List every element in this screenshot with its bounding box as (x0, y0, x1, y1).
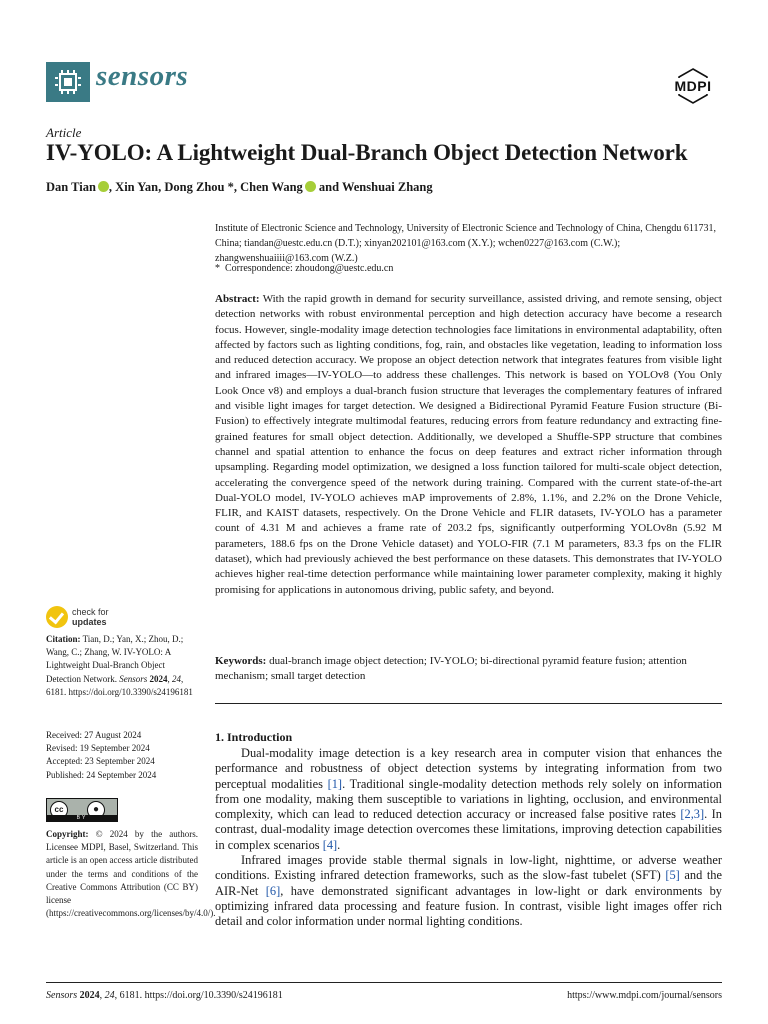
accepted-date: Accepted: 23 September 2024 (46, 756, 155, 767)
author-name[interactable]: Dong Zhou * (164, 180, 234, 194)
cc-icon: cc (50, 801, 68, 819)
person-icon: ● (87, 801, 105, 819)
abstract-text: With the rapid growth in demand for security surveillance, assisted driving, and remote sensing, object detection networks with robust environmental perception and high detection accuracy have become a research focus. However, single-modality image detection technologies face limitations in environmental adaptability, often affected by factors such as lighting conditions, fog, rain, and obstacles like vegetation, leading to information loss and reduced detection accuracy. We propose an object detection network that integrates features from visible light and infrared images—IV-YOLO—to address these challenges. This network is based on YOLOv8 (You Only Look Once v8) and employs a dual-branch fusion structure that leverages the complementary features of infrared and visible light images for target detection. We designed a Bidirectional Pyramid Feature Fusion structure (Bi-Fusion) to effectively integrate multimodal features, reducing errors from feature redundancy and extracting fine-grained features for small object detection. Additionally, we developed a Shuffle-SPP structure that combines channel and spatial attention to enhance the focus on deep features and extract richer information through upsampling. Regarding model optimization, we designed a loss function tailored for multi-scale object detection, accelerating the convergence speed of the network during training. Compared with the current state-of-the-art Dual-YOLO model, IV-YOLO achieves mAP improvements of 2.8%, 1.1%, and 2.2% on the Drone Vehicle, FLIR, and KAIST datasets, respectively. On the Drone Vehicle and FLIR datasets, IV-YOLO has a parameter count of 4.31 M and achieves a frame rate of 203.2 fps, significantly outperforming YOLOv8n (5.92 M parameters, 188.6 fps on the Drone Vehicle dataset) and YOLO-FIR (7.1 M parameters, 83.3 fps on the FLIR dataset), which had previously achieved the best performance on these datasets. This demonstrates that IV-YOLO achieves higher real-time detection performance while maintaining lower parameter complexity, making it highly promising for applications in autonomous driving, public safety, and beyond. (215, 293, 722, 596)
citation-link[interactable]: [1] (327, 776, 343, 791)
author-name[interactable]: Xin Yan (115, 180, 159, 194)
check-for-updates-button[interactable]: check for updates (46, 606, 136, 630)
journal-url-link[interactable]: https://www.mdpi.com/journal/sensors (567, 990, 722, 1001)
mdpi-logo (664, 68, 722, 104)
article-type: Article (46, 125, 82, 140)
footer-doi-link[interactable]: 6181. https://doi.org/10.3390/s24196181 (119, 990, 283, 1001)
by-label: BY (47, 815, 117, 821)
divider (215, 703, 722, 704)
journal-logo-icon (46, 62, 90, 102)
cc-by-license-icon[interactable] (46, 798, 118, 822)
affiliation: Institute of Electronic Science and Technology, University of Electronic Science and Technology of China, Chengdu 611731, China; tiandan@uestc.edu.cn (D.T.); xinyan202101@163.com (X.Y.); wchen0227@163.com (C.W.); zhangwenshuaiiii@163.com (W.Z.) (215, 223, 716, 264)
journal-name: sensors (96, 60, 189, 92)
doi-link[interactable]: 6181. https://doi.org/10.3390/s24196181 (46, 686, 193, 697)
article-title: IV-YOLO: A Lightweight Dual-Branch Object Detection Network (46, 140, 688, 165)
received-date: Received: 27 August 2024 (46, 730, 142, 740)
citation-block: Citation: Tian, D.; Yan, X.; Zhou, D.; Wang, C.; Zhang, W. IV-YOLO: A Lightweight Dual-Branch Object Detection Network. Sensors 2024, 24, 6181. https://doi.org/10.3390/s24196181 (46, 634, 193, 697)
correspondence-mark: * (215, 263, 220, 274)
paragraph: Dual-modality image detection is a key research area in computer vision that enhances the performance and robustness of object detection systems by integrating information from two perceptual modalities [1]. Traditional single-modality detection methods rely solely on information from one modality, making them susceptible to variations in lighting, occlusion, and environmental complexity, which can lead to reduced detection accuracy or increased false positive rates [2,3]. In contrast, dual-modality image detection overcomes these limitations, improving detection capabilities in complex scenarios [4]. (215, 746, 722, 852)
chip-icon (59, 73, 77, 91)
abstract-label: Abstract: (215, 293, 260, 305)
correspondence-text: Correspondence: zhoudong@uestc.edu.cn (225, 263, 394, 274)
keywords-text: dual-branch image object detection; IV-YOLO; bi-directional pyramid feature fusion; attention mechanism; small target detection (215, 655, 687, 683)
abstract (215, 292, 722, 598)
footer-citation: Sensors 2024, 24, 6181. https://doi.org/10.3390/s24196181 (46, 990, 283, 1001)
keywords (215, 654, 722, 685)
orcid-icon[interactable] (98, 181, 109, 192)
copyright-block: Copyright: © 2024 by the authors. Licensee MDPI, Basel, Switzerland. This article is an open access article distributed under the terms and conditions of the Creative Commons Attribution (CC BY) license (https://creativecommons.org/licenses/by/4.0/). (46, 829, 216, 919)
publisher-name: MDPI (664, 78, 722, 94)
revised-date: Revised: 19 September 2024 (46, 743, 150, 754)
citation-link[interactable]: [2,3] (680, 807, 705, 822)
paragraph: Infrared images provide stable thermal signals in low-light, nighttime, or adverse weather conditions. Existing infrared detection frameworks, such as the slow-fast tubelet (SFT) [5] and the AIR-Net [6], have demonstrated significant advantages in low-light or dark environments by optimizing infrared data processing and feature fusion. In contrast, visible light images offer rich detail and color information under normal lighting conditions. (215, 853, 723, 929)
dates-block (46, 729, 198, 782)
author-name[interactable]: Chen Wang (240, 180, 303, 194)
citation-link[interactable]: [6] (265, 883, 281, 898)
intro-body (215, 746, 722, 930)
orcid-icon[interactable] (305, 181, 316, 192)
keywords-label: Keywords: (215, 655, 267, 667)
author-name[interactable]: Dan Tian (46, 180, 96, 194)
author-name[interactable]: and Wenshuai Zhang (318, 180, 433, 194)
published-date: Published: 24 September 2024 (46, 769, 157, 780)
check-icon (46, 606, 68, 628)
author-list: Dan Tian , Xin Yan, Dong Zhou *, Chen Wang and Wenshuai Zhang (46, 180, 433, 194)
section-heading: 1. Introduction (215, 730, 293, 744)
citation-link[interactable]: [5] (665, 868, 680, 883)
correspondence (215, 261, 393, 276)
footer-divider (46, 982, 722, 983)
citation-link[interactable]: [4] (322, 837, 338, 852)
